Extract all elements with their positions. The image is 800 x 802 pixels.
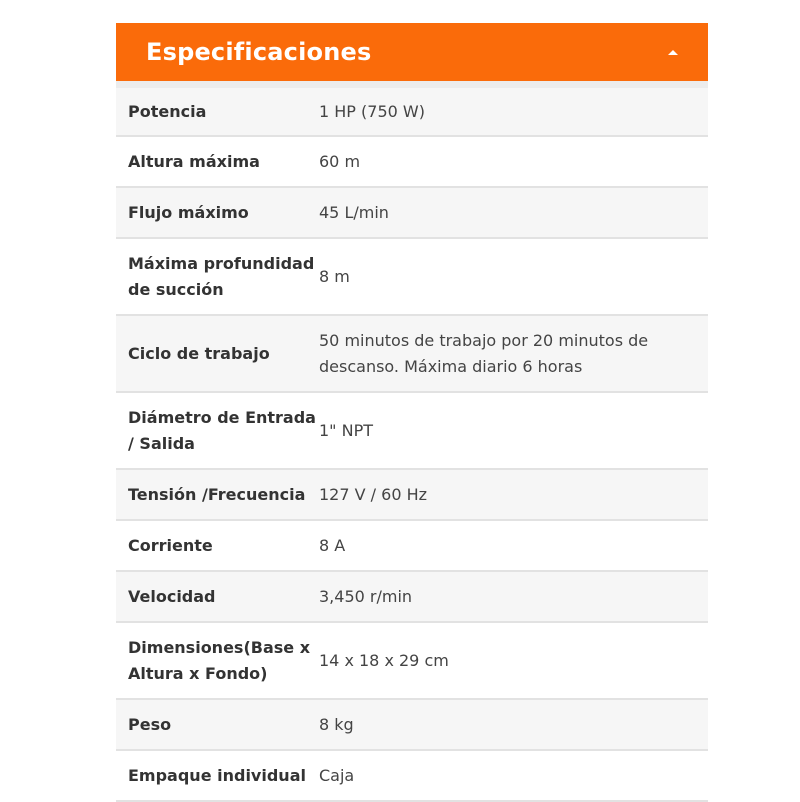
spec-label: Dimensiones(Base x Altura x Fondo) [128,637,311,683]
spec-label: Empaque individual [128,765,306,785]
spec-label: Potencia [128,101,207,121]
spec-row-tension-frecuencia [116,470,708,521]
spec-value: 1" NPT [319,420,374,440]
specifications-header[interactable] [116,23,708,81]
spec-row-dimensiones [116,623,708,700]
spec-value: 127 V / 60 Hz [319,484,428,504]
specifications-title: Especificaciones [146,38,372,66]
spec-value: 8 m [319,266,350,286]
spec-value: 14 x 18 x 29 cm [319,650,449,670]
spec-row-velocidad [116,572,708,623]
specifications-panel [116,23,708,802]
spec-label: Ciclo de trabajo [128,343,270,363]
spec-label: Velocidad [128,586,216,606]
caret-up-icon[interactable] [668,50,678,55]
spec-value: 50 minutos de trabajo por 20 minutos de descanso. Máxima diario 6 horas [319,330,649,376]
spec-value: 60 m [319,151,361,171]
spec-row-flujo-maximo [116,188,708,239]
spec-label: Tensión /Frecuencia [128,484,306,504]
spec-label: Corriente [128,535,213,555]
spec-value: 45 L/min [319,202,389,222]
spec-value: 8 A [319,535,346,555]
spec-row-empaque [116,751,708,802]
spec-value: 1 HP (750 W) [319,101,425,121]
spec-value: Caja [319,765,355,785]
spec-label: Flujo máximo [128,202,249,222]
spec-row-corriente [116,521,708,572]
spec-row-altura-maxima [116,137,708,188]
spec-row-potencia [116,88,708,137]
spec-label: Altura máxima [128,151,260,171]
spec-row-ciclo-trabajo [116,316,708,393]
spec-label: Peso [128,714,172,734]
spec-value: 3,450 r/min [319,586,413,606]
spec-row-peso [116,700,708,751]
spec-value: 8 kg [319,714,354,734]
specifications-table [116,81,708,802]
spec-row-diametro [116,393,708,470]
spec-label: Diámetro de Entrada / Salida [128,407,316,453]
spec-label: Máxima profundidad de succión [128,253,315,299]
spec-row-profundidad-succion [116,239,708,316]
